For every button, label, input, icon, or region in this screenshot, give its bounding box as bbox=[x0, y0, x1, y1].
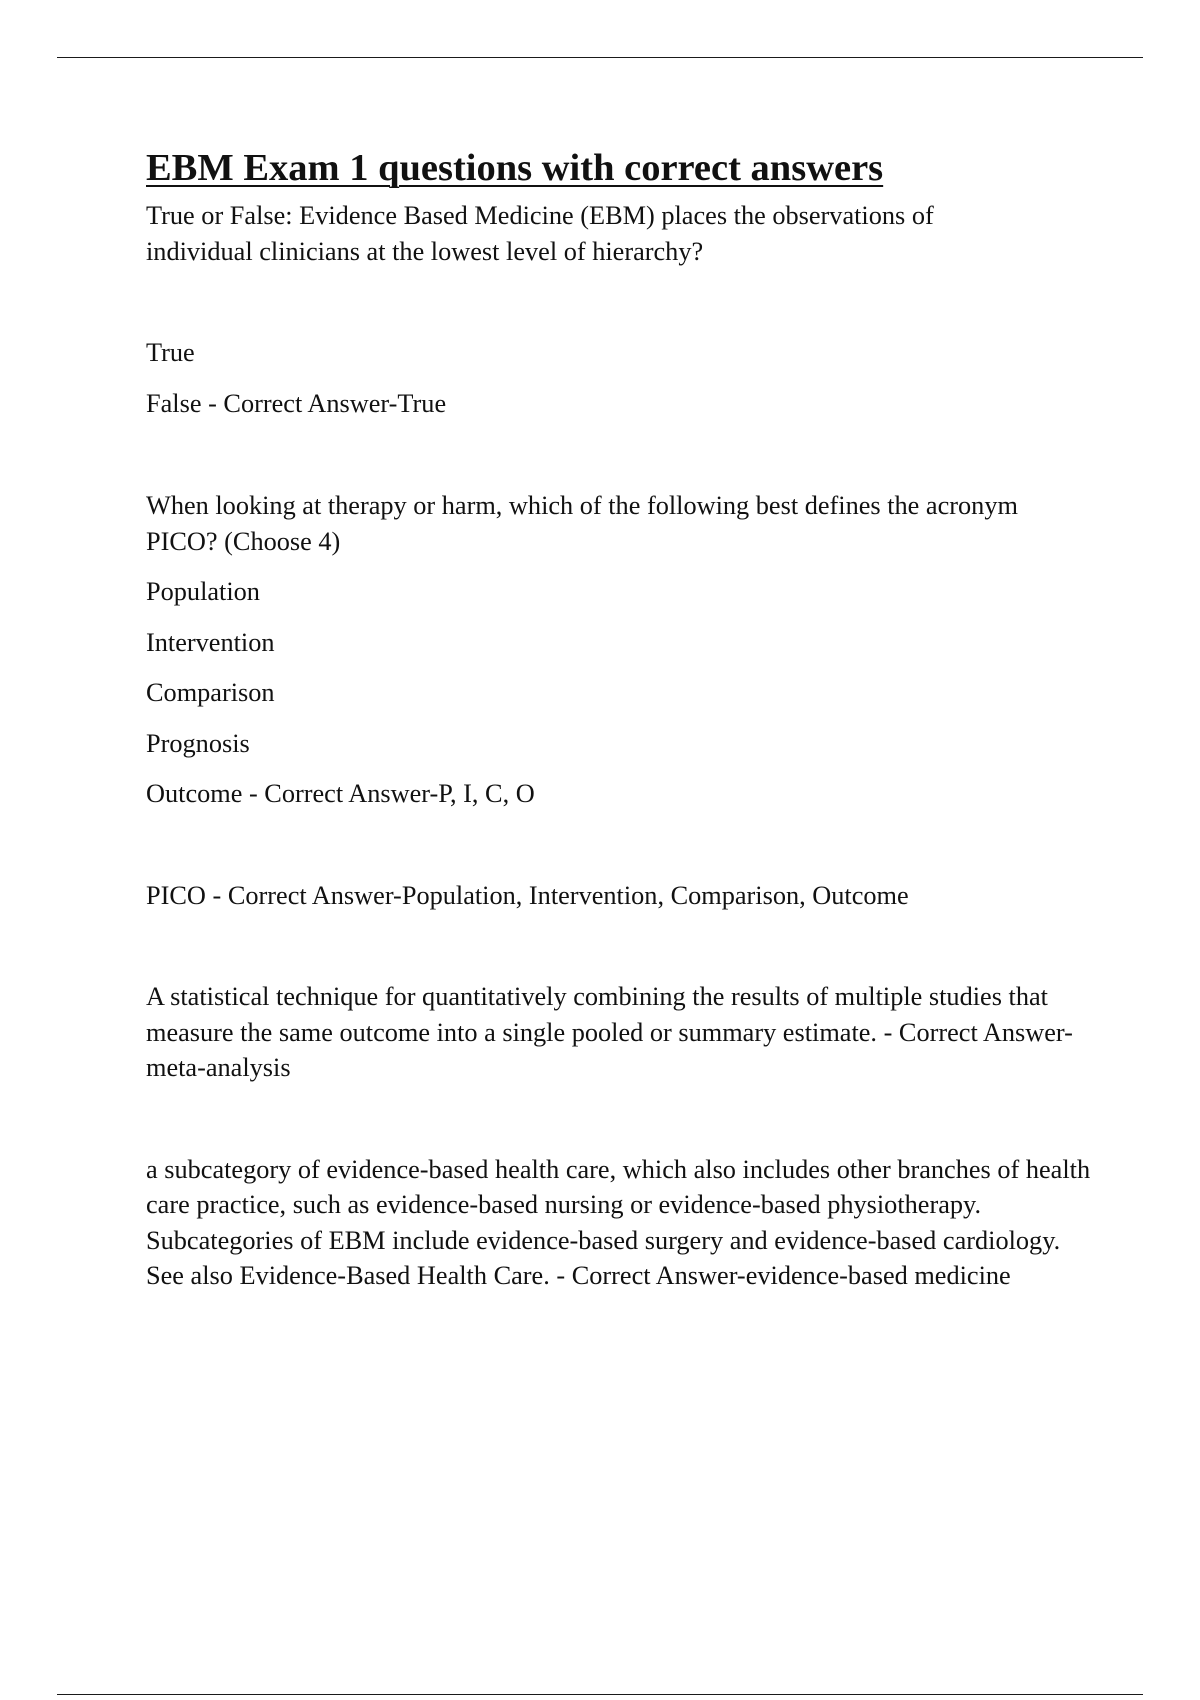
question-2-option-2: Intervention bbox=[146, 627, 275, 657]
question-2-option-3: Comparison bbox=[146, 678, 275, 707]
question-2-text: When looking at therapy or harm, which of the following best defines the acronym PICO? (Choose 4) bbox=[146, 491, 1018, 556]
question-3-text: PICO - Correct Answer-Population, Intervention, Comparison, Outcome bbox=[146, 880, 909, 910]
top-rule bbox=[57, 57, 1143, 58]
question-2-option-5: Outcome - Correct Answer-P, I, C, O bbox=[146, 779, 535, 808]
question-1-text bbox=[146, 198, 1096, 269]
question-5-text: a subcategory of evidence-based health care, which also includes other branches of health care practice, such as evidence-based nursing or evidence-based physiotherapy. Subcategories of EBM include evidence-based surgery and evidence-based cardiology. See also Evidence-Based Health Care. - Correct Answer-evidence-based medicine bbox=[146, 1154, 1091, 1290]
question-2-option-4: Prognosis bbox=[146, 728, 250, 758]
document-body bbox=[146, 140, 1096, 1294]
question-2-option-1: Population bbox=[146, 577, 260, 606]
bottom-rule bbox=[57, 1694, 1143, 1695]
document-title: EBM Exam 1 questions with correct answers bbox=[146, 147, 884, 189]
question-1-option-1: True bbox=[146, 338, 195, 367]
question-1-option-2: False - Correct Answer-True bbox=[146, 388, 447, 418]
question-4-text: A statistical technique for quantitatively combining the results of multiple studies that measure the same outcome into a single pooled or summary estimate. - Correct Answer-meta-analysis bbox=[146, 982, 1073, 1082]
question-1-line-1: True or False: Evidence Based Medicine (EBM) places the observations of bbox=[146, 201, 934, 230]
question-1-line-2: individual clinicians at the lowest level of hierarchy? bbox=[146, 236, 704, 266]
